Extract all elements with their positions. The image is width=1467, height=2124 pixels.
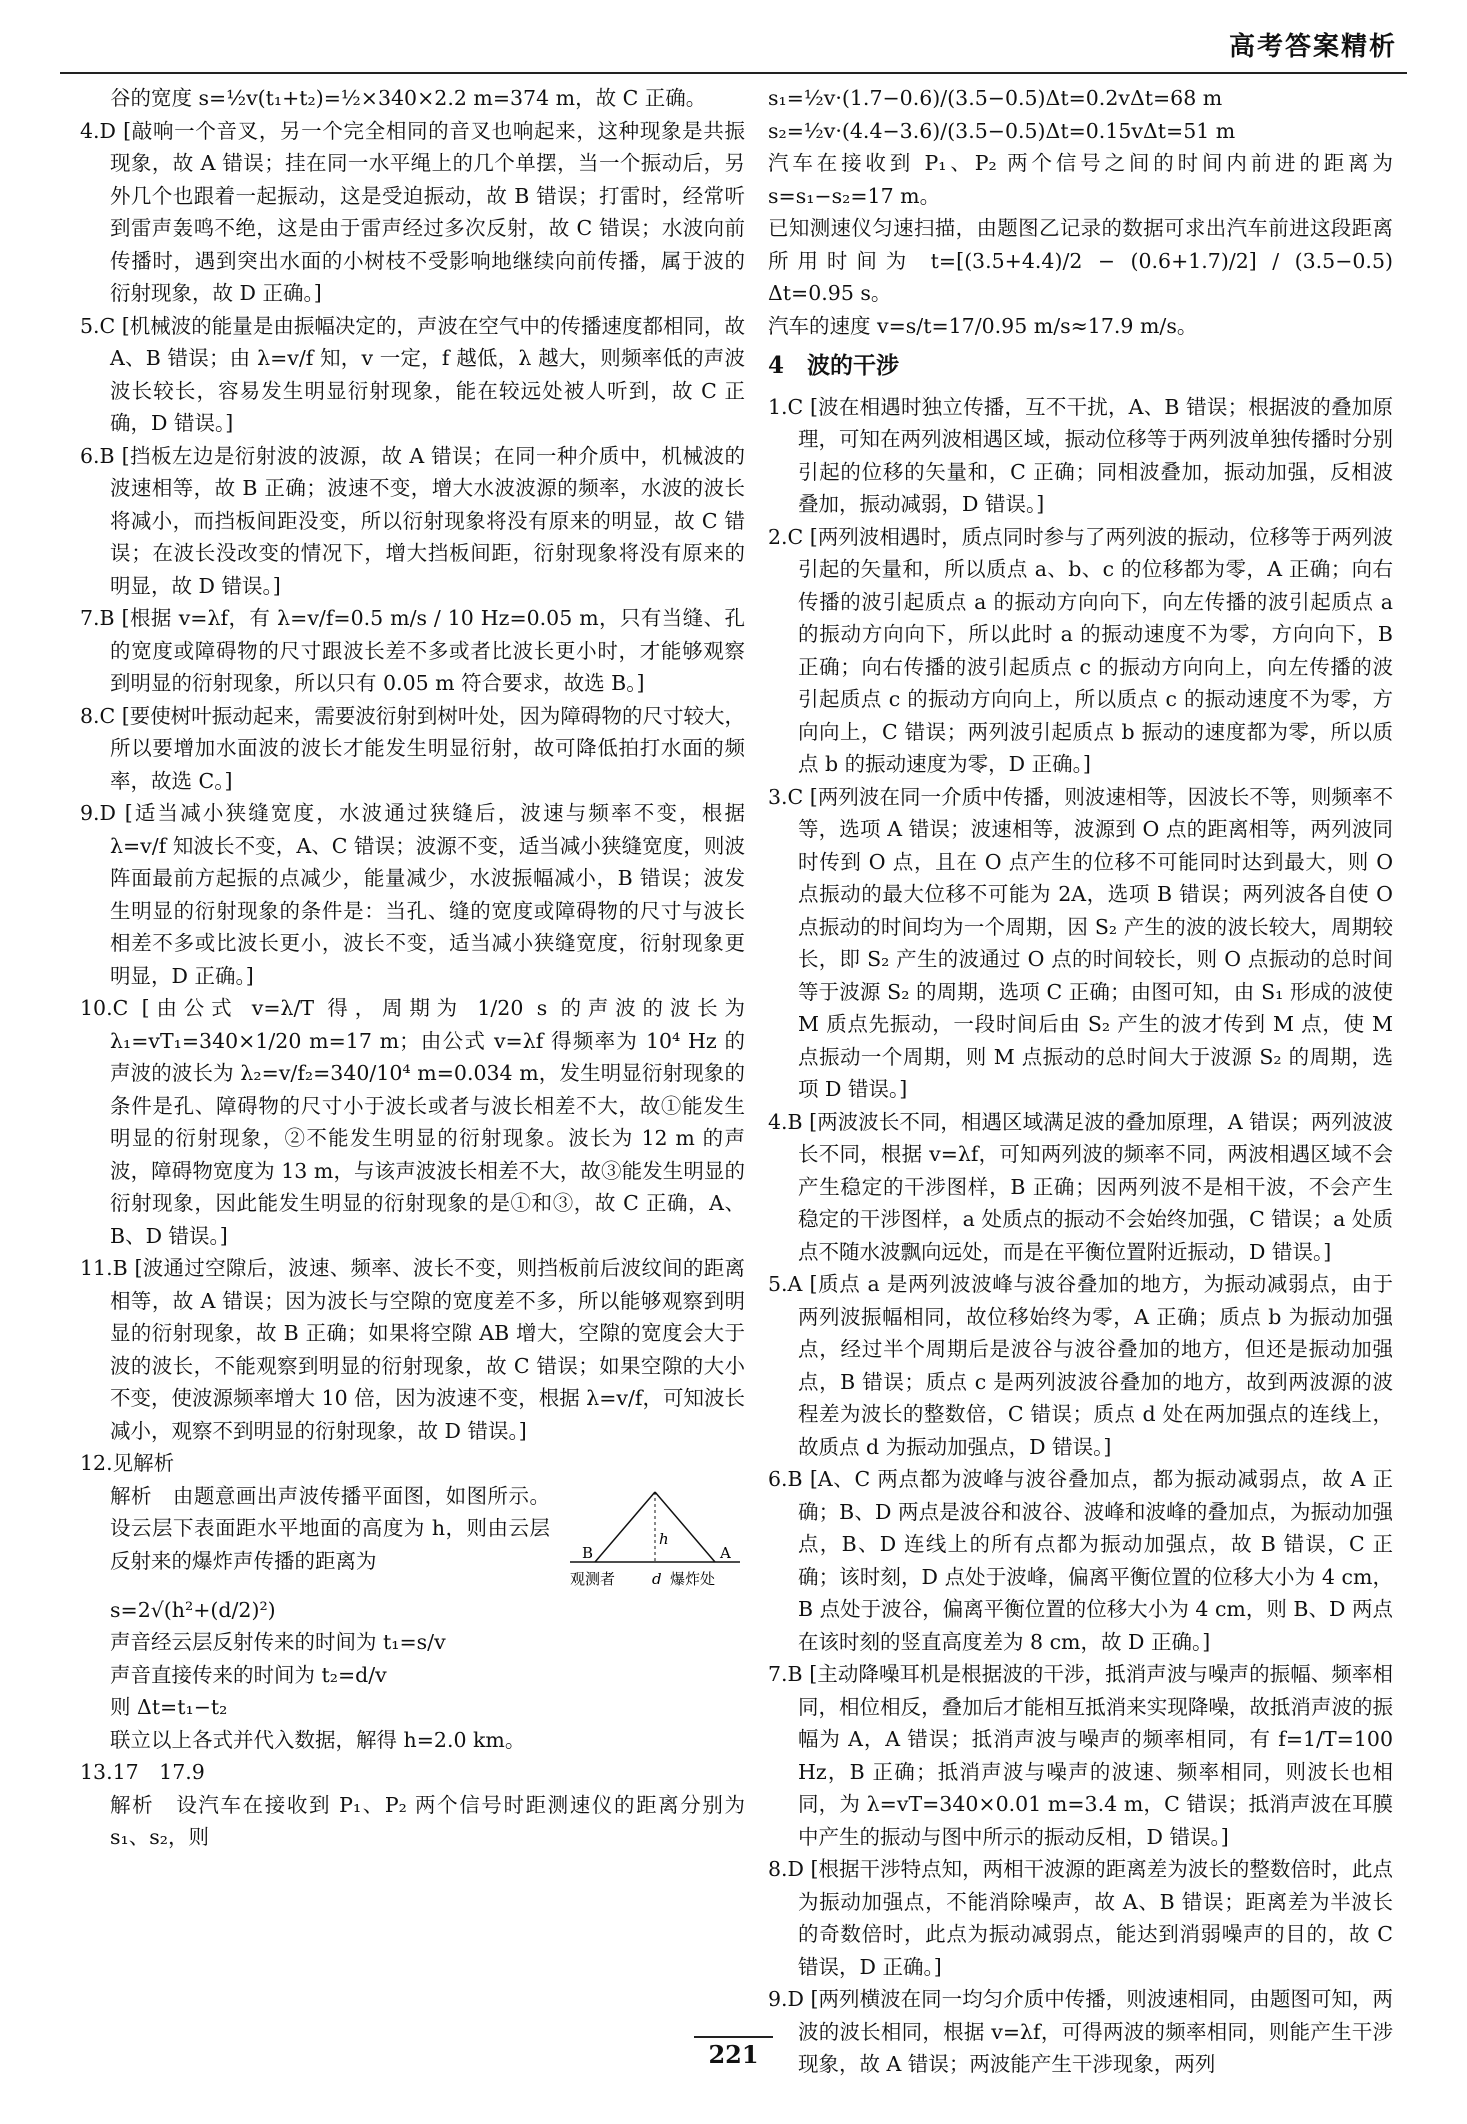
answer-11: 11.B [波通过空隙后，波速、频率、波长不变，则挡板前后波纹间的距离相等，故 A 错误；因为波长与空隙的宽度差不多，所以能够观察到明显的衍射现象，故 B 正确；如果将空隙 AB 增大，空隙的宽度会大于波的波长，不能观察到明显的衍射现象，故 C 错误；如果空隙的大小不变，使波源频率增大 10 倍，因为波速不变，根据 λ=v/f，可知波长减小，观察不到明显的衍射现象，故 D 错误。]	[80, 1256, 745, 1443]
page-number-wrap	[0, 2040, 1467, 2069]
section-title: 4 波的干涉	[768, 352, 900, 379]
interference-answer-6: 6.B [A、C 两点都为波峰与波谷叠加点，都为振动减弱点，故 A 正确；B、D 两点是波谷和波谷、波峰和波峰的叠加点，为振动加强点，B、D 连线上的所有点都为振动加强点，故 B 错误，C 正确；该时刻，D 点处于波峰，偏离平衡位置的位移大小为 4 cm，B 点处于波谷，偏离平衡位置的位移大小为 4 cm，则 B、D 两点在该时刻的竖直高度差为 8 cm，故 D 正确。]	[768, 1467, 1393, 1654]
answer-13: 13.17 17.9	[80, 1760, 205, 1784]
equation-t2: 声音直接传来的时间为 t₂=d/v	[110, 1662, 387, 1687]
answer-12: 12.见解析	[80, 1451, 175, 1475]
label-blast: 爆炸处	[670, 1569, 716, 1588]
interference-answer-2: 2.C [两列波相遇时，质点同时参与了两列波的振动，位移等于两列波引起的矢量和，所以质点 a、b、c 的位移都为零，A 正确；向右传播的波引起质点 a 的振动方向向下，向左传播的波引起质点 a 的振动方向向下，所以此时 a 的振动速度不为零，方向向下，B 正确；向右传播的波引起质点 c 的振动方向向上，向左传播的波引起质点 c 的振动方向向上，所以质点 c 的振动速度不为零，方向向上，C 错误；两列波引起质点 b 振动的速度都为零，所以质点 b 的振动速度为零，D 正确。]	[768, 524, 1393, 776]
analysis-text: 解析 由题意画出声波传播平面图，如图所示。设云层下表面距水平地面的高度为 h，则由云层反射来的爆炸声传播的距离为	[110, 1483, 550, 1573]
interference-answer-5: 5.A [质点 a 是两列波波峰与波谷叠加的地方，为振动减弱点，由于两列波振幅相同，故位移始终为零，A 正确；质点 b 为振动加强点，经过半个周期后是波谷与波谷叠加的地方，但还是振动加强点，B 错误；质点 c 是两列波波谷叠加的地方，故到两波源的波程差为波长的整数倍，C 错误；质点 d 处在两加强点的连线上，故质点 d 为振动加强点，D 错误。]	[768, 1272, 1393, 1459]
answer-5: 5.C [机械波的能量是由振幅决定的，声波在空气中的传播速度都相同，故 A、B 错误；由 λ=v/f 知，v 一定，f 越低，λ 越大，则频率低的声波波长较长，容易发生明显衍射现象，能在较远处被人听到，故 C 正确，D 错误。]	[80, 313, 745, 435]
equation-s: s=2√(h²+(d/2)²)	[110, 1597, 276, 1622]
result-h: 联立以上各式并代入数据，解得 h=2.0 km。	[110, 1727, 526, 1752]
label-h: h	[659, 1529, 669, 1548]
answer-paragraph: 谷的宽度 s=½v(t₁+t₂)=½×340×2.2 m=374 m，故 C 正确。	[110, 86, 707, 110]
speed-text: 汽车的速度 v=s/t=17/0.95 m/s≈17.9 m/s。	[768, 313, 1198, 338]
time-text: 已知测速仪匀速扫描，由题图乙记录的数据可求出汽车前进这段距离所用时间为 t=[(3.5+4.4)/2 − (0.6+1.7)/2] / (3.5−0.5) Δt=0.95 s。	[768, 216, 1393, 305]
interference-answer-3: 3.C [两列波在同一介质中传播，则波速相等，因波长不等，则频率不等，选项 A 错误；波速相等，波源到 O 点的距离相等，两列波同时传到 O 点，且在 O 点产生的位移不可能同时达到最大，则 O 点振动的最大位移不可能为 2A，选项 B 错误；两列波各自使 O 点振动的时间均为一个周期，因 S₂ 产生的波的波长较大，周期较长，即 S₂ 产生的波通过 O 点的时间较长，则 O 点振动的总时间等于波源 S₂ 的周期，选项 C 正确；由图可知，由 S₁ 形成的波使 M 质点先振动，一段时间后由 S₂ 产生的波才传到 M 点，使 M 点振动一个周期，则 M 点振动的总时间大于波源 S₂ 的周期，选项 D 错误。]	[768, 784, 1393, 1101]
interference-answer-8: 8.D [根据干涉特点知，两相干波源的距离差为波长的整数倍时，此点为振动加强点，不能消除噪声，故 A、B 错误；距离差为半波长的奇数倍时，此点为振动减弱点，能达到消弱噪声的目的，故 C 错误，D 正确。]	[768, 1857, 1393, 1979]
equation-s2: s₂=½v·(4.4−3.6)/(3.5−0.5)Δt=0.15vΔt=51 m	[768, 118, 1236, 143]
label-observer: 观测者	[570, 1569, 616, 1588]
answer-12-analysis	[80, 1480, 745, 1594]
sound-path-diagram	[560, 1484, 745, 1594]
answer-8: 8.C [要使树叶振动起来，需要波衍射到树叶处，因为障碍物的尺寸较大，所以要增加水面波的波长才能发生明显衍射，故可降低拍打水面的频率，故选 C。]	[80, 703, 745, 793]
answer-13-analysis: 解析 设汽车在接收到 P₁、P₂ 两个信号时距测速仪的距离分别为 s₁、s₂，则	[110, 1792, 745, 1849]
page-header: 高考答案精析	[1228, 32, 1397, 62]
interference-answer-7: 7.B [主动降噪耳机是根据波的干涉，抵消声波与噪声的振幅、频率相同，相位相反，叠加后才能相互抵消来实现降噪，故抵消声波的振幅为 A，A 错误；抵消声波与噪声的频率相同，有 f=1/T=100 Hz，B 正确；抵消声波与噪声的波速、频率相同，则波长也相同，为 λ=vT=340×0.01 m=3.4 m，C 错误；抵消声波在耳膜中产生的振动与图中所示的振动反相，D 错误。]	[768, 1662, 1393, 1849]
label-d: d	[652, 1569, 662, 1588]
equation-delta-t: 则 Δt=t₁−t₂	[110, 1695, 228, 1719]
interference-answer-1: 1.C [波在相遇时独立传播，互不干扰，A、B 错误；根据波的叠加原理，可知在两列波相遇区域，振动位移等于两列波单独传播时分别引起的位移的矢量和，C 正确；同相波叠加，振动加强，反相波叠加，振动减弱，D 错误。]	[768, 394, 1393, 516]
interference-answer-4: 4.B [两波波长不同，相遇区域满足波的叠加原理，A 错误；两列波波长不同，根据 v=λf，可知两列波的频率不同，两波相遇区域不会产生稳定的干涉图样，B 正确；因两列波不是相干波，不会产生稳定的干涉图样，a 处质点的振动不会始终加强，C 错误；a 处质点不随水波飘向远处，而是在平衡位置附近振动，D 错误。]	[768, 1109, 1393, 1264]
answer-9: 9.D [适当减小狭缝宽度，水波通过狭缝后，波速与频率不变，根据 λ=v/f 知波长不变，A、C 错误；波源不变，适当减小狭缝宽度，则波阵面最前方起振的点减少，能量减少，水波振幅减小，B 错误；波发生明显的衍射现象的条件是：当孔、缝的宽度或障碍物的尺寸与波长相差不多或比波长更小，波长不变，适当减小狭缝宽度，衍射现象更明显，D 正确。]	[80, 801, 745, 988]
answer-7: 7.B [根据 v=λf，有 λ=v/f=0.5 m/s / 10 Hz=0.05 m，只有当缝、孔的宽度或障碍物的尺寸跟波长差不多或者比波长更小时，才能够观察到明显的衍射现象，所以只有 0.05 m 符合要求，故选 B。]	[80, 606, 745, 695]
label-b: B	[582, 1543, 594, 1562]
page-number: 221	[694, 2036, 772, 2069]
interference-answer-9: 9.D [两列横波在同一均匀介质中传播，则波速相同，由题图可知，两波的波长相同，根据 v=λf，可得两波的频率相同，则能产生干涉现象，故 A 错误；两波能产生干涉现象，两列	[768, 1987, 1393, 2076]
answer-4: 4.D [敲响一个音叉，另一个完全相同的音叉也响起来，这种现象是共振现象，故 A 错误；挂在同一水平绳上的几个单摆，当一个振动后，另外几个也跟着一起振动，这是受迫振动，故 B 错误；打雷时，经常听到雷声轰鸣不绝，这是由于雷声经过多次反射，故 C 错误；水波向前传播时，遇到突出水面的小树枝不受影响地继续向前传播，属于波的衍射现象，故 D 正确。]	[80, 118, 745, 305]
right-column	[768, 82, 1393, 2081]
equation-s1: s₁=½v·(1.7−0.6)/(3.5−0.5)Δt=0.2vΔt=68 m	[768, 86, 1223, 110]
header-rule	[60, 72, 1407, 74]
equation-t1: 声音经云层反射传来的时间为 t₁=s/v	[110, 1630, 446, 1654]
answer-6: 6.B [挡板左边是衍射波的波源，故 A 错误；在同一种介质中，机械波的波速相等，故 B 正确；波速不变，增大水波波源的频率，水波的波长将减小，而挡板间距没变，所以衍射现象将没有原来的明显，故 C 错误；在波长没改变的情况下，增大挡板间距，衍射现象将没有原来的明显，故 D 错误。]	[80, 443, 745, 598]
distance-text: 汽车在接收到 P₁、P₂ 两个信号之间的时间内前进的距离为 s=s₁−s₂=17 m。	[768, 151, 1393, 208]
left-column	[80, 82, 745, 1854]
answer-10: 10.C [由公式 v=λ/T 得，周期为 1/20 s 的声波的波长为 λ₁=vT₁=340×1/20 m=17 m；由公式 v=λf 得频率为 10⁴ Hz 的声波的波长为 λ₂=v/f₂=340/10⁴ m=0.034 m，发生明显衍射现象的条件是孔、障碍物的尺寸小于波长或者与波长相差不大，故①能发生明显的衍射现象，②不能发生明显的衍射现象。波长为 12 m 的声波，障碍物宽度为 13 m，与该声波波长相差不大，故③能发生明显的衍射现象，因此能发生明显的衍射现象的是①和③，故 C 正确，A、B、D 错误。]	[80, 996, 745, 1248]
label-a: A	[720, 1543, 731, 1562]
